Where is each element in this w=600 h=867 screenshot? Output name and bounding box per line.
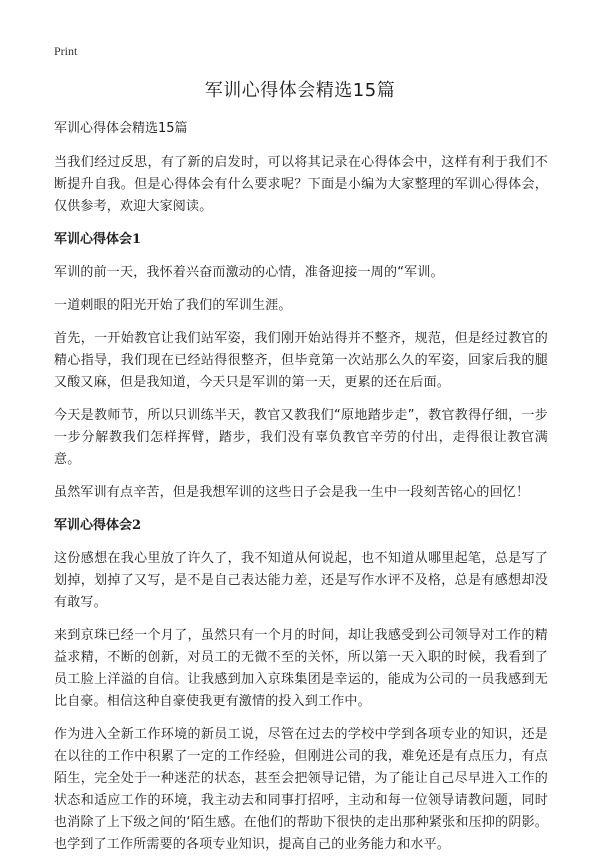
section-2 [54, 515, 548, 856]
section-heading: 军训心得体会1 [54, 232, 142, 247]
section-paragraph: 首先，一开始教官让我们站军姿，我们刚开始站得并不整齐，规范，但是经过教官的精心指导，我们现在已经站得很整齐，但毕竟第一次站那么久的军姿，回家后我的腿又酸又麻，但是我知道，今天只是军训的第一天，更累的还在后面。 [54, 331, 548, 390]
section-paragraph: 一道刺眼的阳光开始了我们的军训生涯。 [54, 298, 292, 313]
print-link[interactable]: Print [54, 44, 78, 58]
intro-paragraph: 当我们经过反思，有了新的启发时，可以将其记录在心得体会中，这样有利于我们不断提升自我。但是心得体会有什么要求呢？下面是小编为大家整理的军训心得体会，仅供参考，欢迎大家阅读。 [54, 155, 548, 214]
document-title: 军训心得体会精选15篇 [204, 80, 396, 101]
document-body [54, 118, 548, 867]
document-subtitle: 军训心得体会精选15篇 [54, 121, 188, 136]
section-paragraph: 军训的前一天，我怀着兴奋而激动的心情，准备迎接一周的“军训。 [54, 265, 444, 280]
section-paragraph: 今天是教师节，所以只训练半天，教官又教我们“原地踏步走”，教官教得仔细，一步一步分解教我们怎样挥臂，踏步，我们没有辜负教官辛劳的付出，走得很让教官满意。 [54, 408, 548, 467]
section-1 [54, 229, 548, 504]
section-paragraph: 来到京珠已经一个月了，虽然只有一个月的时间，却让我感受到公司领导对工作的精益求精，不断的创新，对员工的无微不至的关怀，所以第一天入职的时候，我看到了员工脸上洋溢的自信。让我感到加入京珠集团是幸运的，能成为公司的一员我感到无比自豪。相信这种自豪使我更有激情的投入到工作中。 [54, 628, 548, 709]
section-paragraph: 这份感想在我心里放了许久了，我不知道从何说起，也不知道从哪里起笔，总是写了划掉，划掉了又写，是不是自己表达能力差，还是写作水评不及格，总是有感想却没有敢写。 [54, 551, 548, 610]
section-paragraph: 虽然军训有点辛苦，但是我想军训的这些日子会是我一生中一段刻苦铭心的回忆！ [54, 485, 530, 500]
section-heading: 军训心得体会2 [54, 518, 142, 533]
section-paragraph: 作为进入全新工作环境的新员工说，尽管在过去的学校中学到各项专业的知识，还是在以往的工作中积累了一定的工作经验，但刚进公司的我，难免还是有点压力，有点陌生，完全处于一种迷茫的状态，甚至会把领导记错，为了能让自己尽早进入工作的状态和适应工作的环境，我主动去和同事打招呼，主动和每一位领导请教问题，同时也消除了上下级之间的‘陌生感。在他们的帮助下很快的走出那种紧张和压抑的阴影。也学到了工作所需要的各项专业知识，提高自己的业务能力和水平。 [54, 727, 548, 852]
